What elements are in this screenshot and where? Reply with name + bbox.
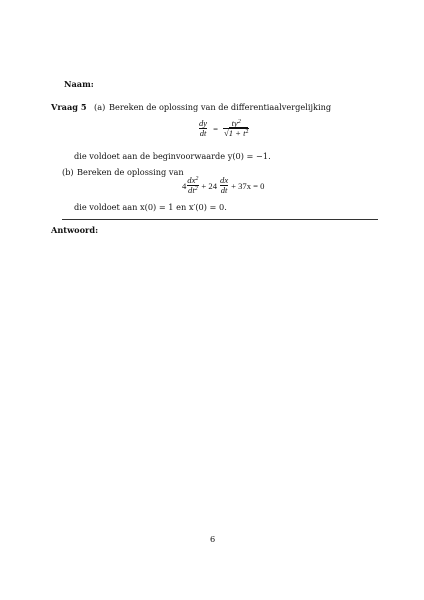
equation-a (198, 119, 249, 138)
equation-b (182, 176, 264, 195)
eq-b-term1-den-exp: 2 (194, 186, 198, 193)
eq-b-coef1: 4 (182, 180, 187, 191)
eq-b-term1-num (186, 176, 199, 185)
eq-a-lhs-fraction (198, 119, 208, 138)
eq-b-term2-fraction (219, 176, 229, 195)
eq-a-rhs-den-exp: 2 (245, 129, 249, 136)
part-b-condition: die voldoet aan x(0) = 1 en x′(0) = 0. (74, 202, 227, 212)
separator-rule (62, 219, 378, 220)
question-label: Vraag 5 (51, 102, 87, 112)
eq-a-lhs-num: dy (199, 118, 208, 128)
eq-b-term1-num-d: dx (187, 175, 196, 185)
naam-label: Naam: (64, 79, 94, 89)
page-number: 6 (210, 534, 216, 544)
eq-a-rhs-num-exp: 2 (237, 119, 241, 125)
part-a-marker: (a) (94, 102, 106, 112)
eq-b-term1-den (187, 185, 199, 195)
eq-a-rhs-den-body-wrap (229, 127, 249, 138)
part-a-condition: die voldoet aan de beginvoorwaarde y(0) = −1. (74, 151, 271, 161)
eq-a-rhs-num-t: ty (231, 118, 238, 128)
part-b-prompt: Bereken de oplossing van (77, 167, 184, 177)
eq-a-lhs-den: dt (199, 128, 207, 139)
eq-b-term1-den-d: dt (188, 185, 195, 196)
eq-b-plus1: + 24 (201, 180, 218, 191)
eq-a-rhs-fraction (223, 119, 250, 138)
eq-a-rhs-den (223, 128, 250, 138)
eq-a-rhs-den-body: 1 + t (228, 128, 246, 139)
eq-b-term2-den: dt (220, 185, 228, 196)
eq-b-term1-num-exp: 2 (195, 176, 199, 182)
part-a-prompt: Bereken de oplossing van de differentiaalvergelijking (109, 102, 332, 112)
eq-a-equals: = (213, 123, 218, 134)
sqrt-symbol: √ (223, 128, 229, 139)
antwoord-label: Antwoord: (51, 225, 99, 235)
part-b-marker: (b) (62, 167, 74, 177)
eq-b-term2-num: dx (220, 175, 229, 185)
eq-b-term1-fraction (186, 176, 199, 195)
eq-b-rest: + 37x = 0 (231, 180, 265, 191)
